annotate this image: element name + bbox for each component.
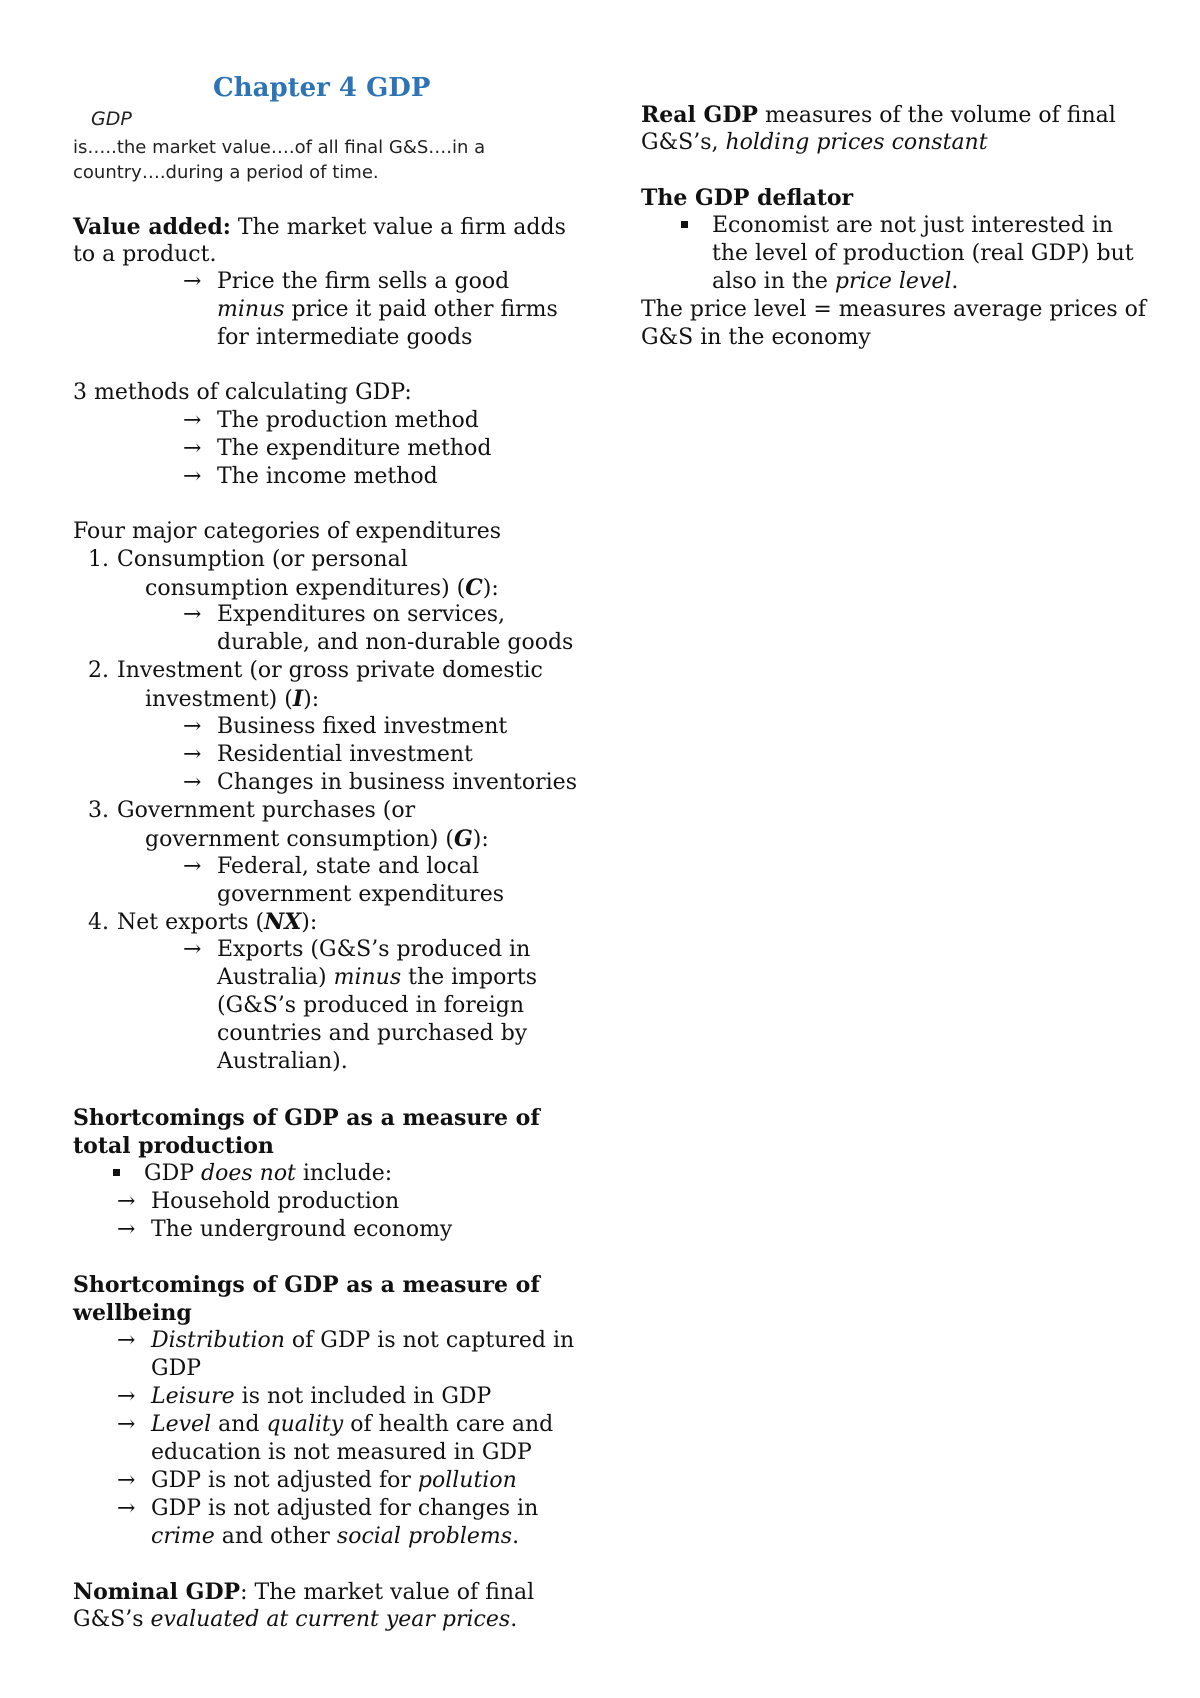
value-added-line-2: to a product. <box>73 242 217 267</box>
shortcomings-production-bullet: GDP does not include: <box>113 1160 392 1188</box>
category-2-sub: → Residential investment <box>183 742 473 767</box>
shortcomings-production-item: → Household production <box>117 1189 400 1214</box>
gdp-deflator-heading: The GDP deflator <box>641 185 854 211</box>
right-arrow-icon: → <box>183 937 202 962</box>
method-item: → The income method <box>183 464 438 489</box>
right-arrow-icon: → <box>183 436 202 461</box>
category-1-sub: → Expenditures on services, <box>183 602 506 627</box>
category-4-sub-cont: countries and purchased by <box>217 1021 528 1046</box>
wellbeing-item: → Distribution of GDP is not captured in <box>117 1328 575 1353</box>
right-arrow-icon: → <box>183 602 202 627</box>
category-3-sub: → Federal, state and local <box>183 854 480 879</box>
gdp-definition-line-1: is…..the market value….of all final G&S….in a <box>73 137 486 158</box>
category-2-sub: → Business fixed investment <box>183 714 508 739</box>
right-arrow-icon: → <box>117 1384 136 1409</box>
wellbeing-item: → GDP is not adjusted for pollution <box>117 1468 517 1493</box>
bullet-square-icon <box>113 1169 120 1176</box>
right-arrow-icon: → <box>117 1189 136 1214</box>
value-added-cont-2: for intermediate goods <box>217 325 473 350</box>
price-level-line-1: The price level = measures average prices of <box>641 297 1147 322</box>
category-1-sub-cont: durable, and non-durable goods <box>217 630 574 655</box>
category-4-sub: → Exports (G&S’s produced in <box>183 937 531 962</box>
right-arrow-icon: → <box>117 1412 136 1437</box>
category-4-sub-cont: Australian). <box>217 1049 348 1074</box>
wellbeing-item: → Leisure is not included in GDP <box>117 1384 492 1409</box>
shortcomings-wellbeing-heading-2: wellbeing <box>73 1300 192 1326</box>
value-added-line-1: Value added: The market value a firm adds <box>73 214 566 240</box>
category-1-line-2: consumption expenditures) (C): <box>145 575 499 601</box>
value-added-arrow-item: → Price the firm sells a good <box>183 269 510 294</box>
shortcomings-production-item: → The underground economy <box>117 1217 453 1242</box>
real-gdp-label: Real GDP <box>641 102 758 128</box>
category-4: 4. Net exports (NX): <box>88 909 318 935</box>
right-arrow-icon: → <box>183 742 202 767</box>
right-arrow-icon: → <box>183 408 202 433</box>
right-arrow-icon: → <box>183 714 202 739</box>
methods-heading: 3 methods of calculating GDP: <box>73 380 412 405</box>
deflator-bullet-cont: also in the price level. <box>712 269 959 294</box>
wellbeing-item-cont: education is not measured in GDP <box>151 1440 532 1465</box>
gdp-subheading: GDP <box>91 108 132 130</box>
nominal-gdp-label: Nominal GDP <box>73 1579 241 1605</box>
shortcomings-production-heading: Shortcomings of GDP as a measure of <box>73 1105 540 1131</box>
wellbeing-item-cont: crime and other social problems. <box>151 1524 520 1549</box>
right-arrow-icon: → <box>117 1496 136 1521</box>
right-arrow-icon: → <box>117 1217 136 1242</box>
shortcomings-production-heading-2: total production <box>73 1133 274 1159</box>
wellbeing-item: → Level and quality of health care and <box>117 1412 554 1437</box>
nominal-gdp-line-2: G&S’s evaluated at current year prices. <box>73 1607 518 1632</box>
method-item: → The production method <box>183 408 479 433</box>
nominal-gdp-line-1: Nominal GDP: The market value of final <box>73 1579 535 1605</box>
price-level-line-2: G&S in the economy <box>641 325 871 350</box>
category-3-line-2: government consumption) (G): <box>145 826 489 852</box>
category-4-sub-cont: Australia) minus the imports <box>217 965 538 990</box>
categories-heading: Four major categories of expenditures <box>73 519 502 544</box>
gdp-definition-line-2: country….during a period of time. <box>73 162 379 183</box>
category-3: 3. Government purchases (or <box>88 798 416 823</box>
right-arrow-icon: → <box>183 464 202 489</box>
right-arrow-icon: → <box>117 1468 136 1493</box>
category-4-sub-cont: (G&S’s produced in foreign <box>217 993 525 1018</box>
real-gdp-line-2: G&S’s, holding prices constant <box>641 130 988 155</box>
method-item: → The expenditure method <box>183 436 492 461</box>
right-arrow-icon: → <box>183 854 202 879</box>
category-1: 1. Consumption (or personal <box>88 547 408 572</box>
right-arrow-icon: → <box>117 1328 136 1353</box>
wellbeing-item-cont: GDP <box>151 1356 202 1381</box>
category-2-line-2: investment) (I): <box>145 686 320 712</box>
deflator-bullet: Economist are not just interested in <box>681 212 1113 240</box>
category-3-sub-cont: government expenditures <box>217 882 504 907</box>
shortcomings-wellbeing-heading: Shortcomings of GDP as a measure of <box>73 1272 540 1298</box>
deflator-bullet-cont: the level of production (real GDP) but <box>712 241 1134 266</box>
value-added-label: Value added: <box>73 214 231 240</box>
bullet-square-icon <box>681 221 688 228</box>
right-arrow-icon: → <box>183 269 202 294</box>
right-arrow-icon: → <box>183 770 202 795</box>
value-added-cont-1: minus price it paid other firms <box>217 297 558 322</box>
category-2-sub: → Changes in business inventories <box>183 770 577 795</box>
wellbeing-item: → GDP is not adjusted for changes in <box>117 1496 539 1521</box>
category-2: 2. Investment (or gross private domestic <box>88 658 543 683</box>
real-gdp-line-1: Real GDP measures of the volume of final <box>641 102 1116 128</box>
page-title: Chapter 4 GDP <box>213 73 431 103</box>
